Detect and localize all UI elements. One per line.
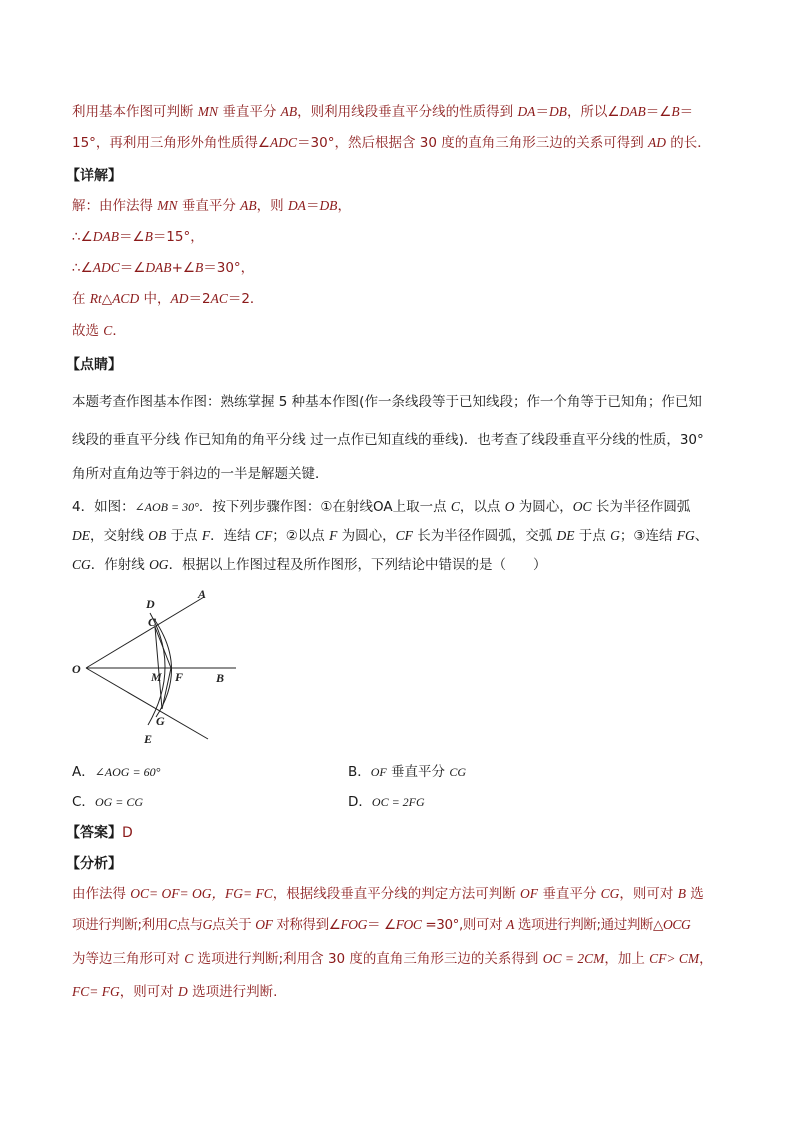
text: ，所以∠ (566, 104, 620, 120)
question-4-line-3 (72, 556, 547, 574)
math-de: DE (556, 528, 575, 543)
option-text: 垂直平分 (386, 764, 450, 780)
text: 利用基本作图可判断 (72, 104, 198, 120)
detail-line-5 (72, 322, 126, 340)
math-fog: FOG (340, 917, 367, 932)
text: =30°,则可对 (421, 917, 507, 933)
math-og: OG (149, 557, 169, 572)
math-ab: AB (240, 198, 257, 213)
label-d: D (146, 597, 155, 611)
analysis-header: 【分析】 (66, 856, 122, 872)
text: 中， (139, 291, 171, 307)
math-da: DA (287, 198, 306, 213)
text: 选项进行判断;利用含 30 度的直角三角形三边的关系得到 (193, 951, 543, 967)
label-b: B (216, 671, 225, 685)
math-cf-gt-cm: CF> CM (649, 951, 700, 966)
analysis-prev-line-1 (72, 103, 693, 121)
text: 为圆心， (514, 499, 573, 515)
analysis-line-3 (72, 950, 713, 968)
geometry-figure (68, 585, 248, 750)
comment-line-2: 线段的垂直平分线 作已知角的角平分线 过一点作已知直线的垂线)．也考查了线段垂直平分线的性质，30° (72, 432, 704, 448)
math-o: O (504, 499, 515, 514)
math-ocg: OCG (663, 917, 691, 932)
text: ＝15°， (152, 229, 204, 245)
comment-line-1: 本题考查作图基本作图：熟练掌握 5 种基本作图(作一条线段等于已知线段；作一个角等于已知角；作已知 (72, 394, 702, 410)
label-f: F (175, 670, 184, 684)
text: ＝30°， (203, 260, 255, 276)
text: ，则 (256, 198, 288, 214)
text: ∴∠ (72, 229, 93, 245)
text: 于点 (574, 528, 611, 544)
text: ．根据以上作图过程及所作图形，下列结论中错误的是（ ） (168, 557, 547, 573)
text: 点关于 (212, 917, 256, 933)
label-a: A (198, 587, 207, 601)
text: 由作法得 (72, 886, 131, 902)
math-cf: CF (254, 528, 273, 543)
answer-header: 【答案】 (66, 825, 122, 841)
comment-header: 【点睛】 (66, 357, 122, 373)
math-c: C (103, 323, 113, 338)
text: 选项进行判断;通过判断△ (513, 917, 664, 933)
math-foc: FOC (395, 917, 422, 932)
ray-og (86, 668, 208, 739)
math-a: A (506, 917, 514, 932)
text: ．按下列步骤作图：①在射线OA上取一点 (198, 499, 451, 515)
question-4-line-1 (72, 498, 690, 516)
option-label: A． (72, 764, 95, 780)
math-c: C (450, 499, 460, 514)
text: ＝ ∠ (366, 917, 396, 933)
option-label: D． (348, 794, 372, 810)
analysis-prev-line-2 (72, 134, 711, 152)
math-c: C (184, 951, 194, 966)
detail-line-1 (72, 197, 351, 215)
math-fg: FG (676, 528, 695, 543)
label-g: G (156, 714, 165, 728)
text: 选 (685, 886, 704, 902)
text: ，加上 (604, 951, 650, 967)
option-text: ∠AOG = 60° (94, 765, 161, 779)
option-text: OF (370, 765, 387, 779)
text: 对称得到∠ (272, 917, 341, 933)
math-of: OF (520, 886, 539, 901)
option-label: C． (72, 794, 95, 810)
analysis-line-1 (72, 885, 704, 903)
text: 为圆心， (337, 528, 396, 544)
math-f: F (329, 528, 338, 543)
text: 垂直平分 (218, 104, 281, 120)
math-de: DE (72, 528, 90, 543)
math-adc: ADC (92, 260, 120, 275)
math-equalities: OC= OF= OG，FG= FC (130, 886, 273, 901)
text: ＝2． (227, 291, 264, 307)
text: ，则利用线段垂直平分线的性质得到 (297, 104, 518, 120)
math-dab: DAB (92, 229, 119, 244)
math-mn: MN (197, 104, 219, 119)
option-a[interactable] (72, 760, 160, 780)
math-oc-2cm: OC = 2CM (542, 951, 605, 966)
math-cg: CG (72, 557, 91, 572)
math-ad: AD (648, 135, 667, 150)
math-c: C (167, 917, 177, 932)
math-fc-fg: FC= FG (72, 984, 120, 999)
text: ， (337, 198, 351, 214)
math-ac: AC (210, 291, 228, 306)
option-text: CG (449, 765, 467, 779)
text: 垂直平分 (538, 886, 601, 902)
text: ．连结 (210, 528, 255, 544)
text: ＝∠ (119, 260, 146, 276)
option-text: OC = 2FG (371, 795, 425, 809)
math-ad: AD (170, 291, 189, 306)
label-e: E (144, 732, 153, 746)
math-f: F (201, 528, 211, 543)
text: 项进行判断;利用 (72, 917, 168, 933)
math-acd: ACD (112, 291, 140, 306)
text: 点与 (176, 917, 203, 933)
math-d: D (178, 984, 188, 999)
option-label: B． (348, 764, 371, 780)
math-cg: CG (600, 886, 620, 901)
text: ，则可对 (119, 984, 179, 1000)
math-b: B (671, 104, 680, 119)
text: ，以点 (459, 499, 505, 515)
text: ；③连结 (619, 528, 677, 544)
math-ob: OB (148, 528, 167, 543)
text: +∠ (171, 260, 195, 276)
text: ＝ (305, 198, 320, 214)
text: ＝ (679, 104, 694, 120)
text: ，则可对 (619, 886, 678, 902)
math-cf: CF (395, 528, 413, 543)
text: 4．如图： (72, 499, 135, 515)
ray-oa (86, 597, 204, 668)
text: 长为半径作圆弧，交弧 (412, 528, 557, 544)
math-angle: ∠AOB = 30° (134, 500, 199, 514)
text: 在 (72, 291, 90, 307)
text: ，交射线 (90, 528, 149, 544)
text: 、 (694, 528, 709, 544)
math-rt: Rt (89, 291, 102, 306)
math-mn: MN (157, 198, 178, 213)
math-dab: DAB (145, 260, 172, 275)
answer-line (66, 822, 133, 842)
text: 长为半径作圆弧 (591, 499, 691, 515)
text: ＝2 (188, 291, 211, 307)
detail-line-3 (72, 259, 254, 277)
text: ＝∠ (645, 104, 672, 120)
text: 为等边三角形可对 (72, 951, 185, 967)
option-c[interactable] (72, 790, 143, 810)
text: △ (101, 291, 113, 307)
text: 于点 (166, 528, 202, 544)
math-adc: ADC (270, 135, 298, 150)
detail-line-4 (72, 290, 263, 308)
text: ，根据线段垂直平分线的判定方法可判断 (272, 886, 521, 902)
math-b: B (144, 229, 153, 244)
math-of: OF (255, 917, 273, 932)
analysis-line-4 (72, 983, 277, 1001)
text: ＝ (535, 104, 549, 120)
math-b: B (194, 260, 204, 275)
text: 故选 (72, 323, 104, 339)
math-g: G (202, 917, 213, 932)
answer-value: D (122, 825, 133, 841)
text: ＝∠ (118, 229, 145, 245)
text: ；②以点 (272, 528, 330, 544)
text: 选项进行判断. (187, 984, 278, 1000)
text: 15°，再利用三角形外角性质得∠ (72, 135, 271, 151)
option-b[interactable] (348, 760, 466, 780)
analysis-line-2 (72, 916, 690, 934)
text: ＝30°，然后根据含 30 度的直角三角形三边的关系可得到 (297, 135, 649, 151)
text: 解：由作法得 (72, 198, 158, 214)
text: ， (699, 951, 713, 967)
math-da: DA (517, 104, 536, 119)
label-m: M (151, 670, 162, 684)
math-b: B (677, 886, 686, 901)
math-dab: DAB (619, 104, 646, 119)
comment-line-3: 角所对直角边等于斜边的一半是解题关键． (72, 466, 329, 482)
detail-line-2 (72, 228, 204, 246)
label-o: O (72, 662, 81, 676)
math-g: G (610, 528, 620, 543)
text: 垂直平分 (177, 198, 241, 214)
option-d[interactable] (348, 790, 425, 810)
math-db: DB (548, 104, 567, 119)
math-ab: AB (280, 104, 298, 119)
detail-header: 【详解】 (66, 168, 122, 184)
math-db: DB (319, 198, 338, 213)
text: ． (112, 323, 126, 339)
text: ．作射线 (90, 557, 150, 573)
option-text: OG = CG (94, 795, 144, 809)
text: ∴∠ (72, 260, 93, 276)
question-4-line-2 (72, 527, 708, 545)
math-oc: OC (572, 499, 592, 514)
text: 的长． (666, 135, 711, 151)
label-c: C (148, 615, 157, 629)
